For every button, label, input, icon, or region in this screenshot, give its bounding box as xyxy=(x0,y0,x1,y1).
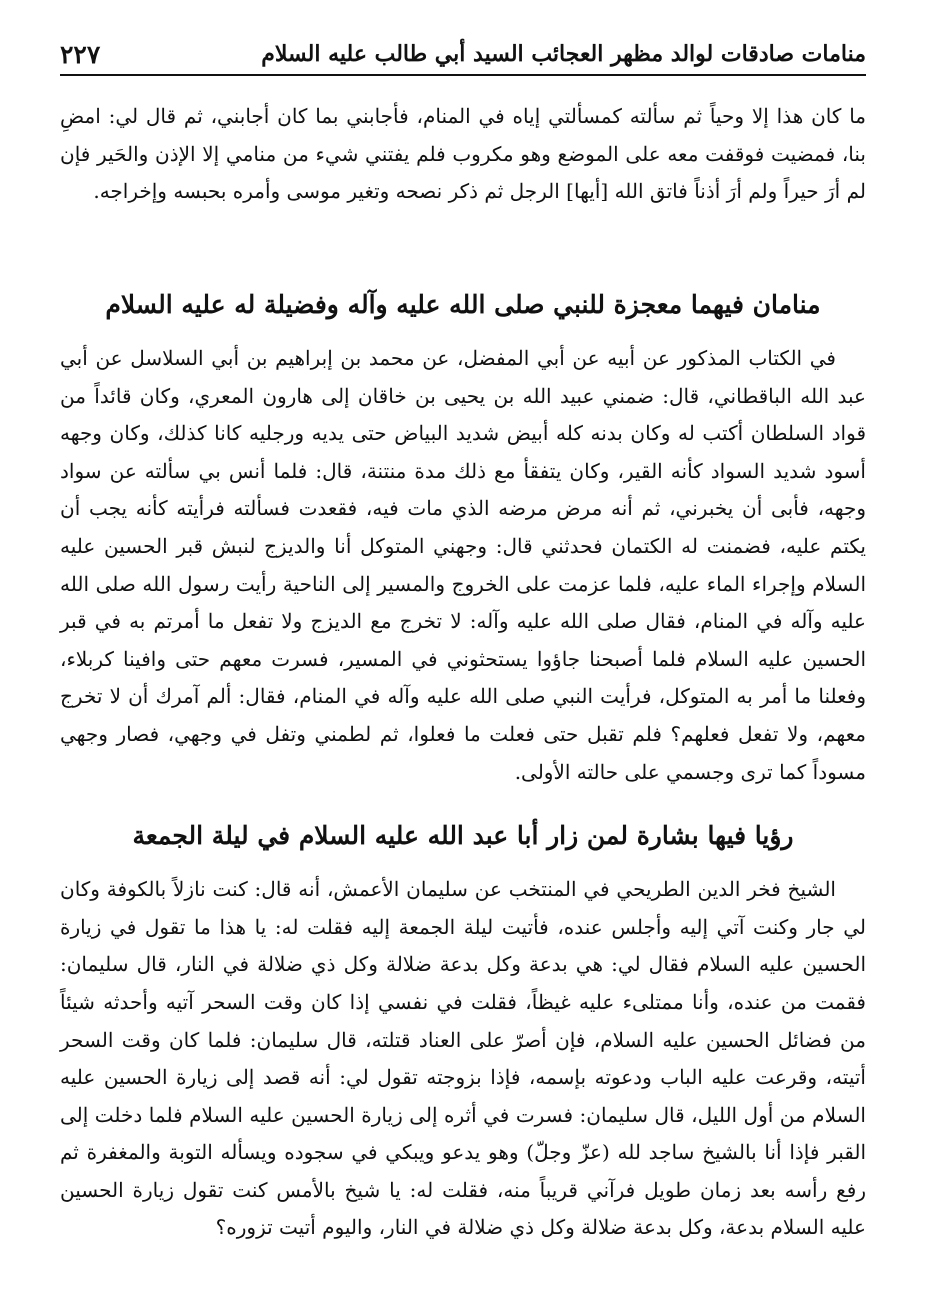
running-title: منامات صادقات لوالد مظهر العجائب السيد أبي طالب عليه السلام xyxy=(261,41,866,67)
paragraph-1: ما كان هذا إلا وحياً ثم سألته كمسألتي إياه في المنام، فأجابني بما كان أجابني، ثم قال لي: امضِ بنا، فمضيت فوقفت معه على الموضع وهو مكروب فلم يفتني شيء من منامي إلا الإذن والحَير فإن لم أرَ حيراً ولم أرَ أذناً فاتق الله [أيها] الرجل ثم ذكر نصحه وتغير موسى وأمره بحبسه وإخراجه. xyxy=(60,104,866,204)
section-heading-2: رؤيا فيها بشارة لمن زار أبا عبد الله عليه السلام في ليلة الجمعة xyxy=(132,821,794,851)
paragraph-2: في الكتاب المذكور عن أبيه عن أبي المفضل، عن محمد بن إبراهيم بن أبي السلاسل عن أبي عبد الله الباقطاني، قال: ضمني عبيد الله بن يحيى بن خاقان إلى هارون المعري، وكان قائداً من قواد السلطان أكتب له وكان بدنه كله أبيض شديد البياض حتى يديه ورجليه كانا كذلك، وكان وجهه أسود شديد السواد كأنه القير، وكان يتفقأ مع ذلك مدة منتنة، قال: فلما أنس بي سألته عن سواد وجهه، فأبى أن يخبرني، ثم أنه مرض مرضه الذي مات فيه، فقعدت فسألته فرأيته كأنه يجب أن يكتم عليه، فضمنت له الكتمان فحدثني قال: وجهني المتوكل أنا والديزج لنبش قبر الحسين عليه السلام وإجراء الماء عليه، فلما عزمت على الخروج والمسير إلى الناحية رأيت رسول الله صلى الله عليه وآله في المنام، فقال صلى الله عليه وآله: لا تخرج مع الديزج ولا تفعل ما أمرتم به في قبر الحسين عليه السلام فلما أصبحنا جاؤوا يستحثوني في المسير، فسرت معهم حتى وافينا كربلاء، وفعلنا ما أمر به المتوكل، فرأيت النبي صلى الله عليه وآله في المنام، فقال: ألم آمرك أن لا تخرج معهم، ولا تفعل فعلهم؟ فلم تقبل حتى فعلت ما فعلوا، ثم لطمني وتفل في وجهي، فصار وجهي مسوداً كما ترى وجسمي على حالته الأولى. xyxy=(60,346,867,784)
page-number: ٢٢٧ xyxy=(60,39,101,69)
section-heading-1: منامان فيهما معجزة للنبي صلى الله عليه وآله وفضيلة له عليه السلام xyxy=(105,290,821,319)
page-header xyxy=(60,34,866,76)
paragraph-3: الشيخ فخر الدين الطريحي في المنتخب عن سليمان الأعمش، أنه قال: كنت نازلاً بالكوفة وكان لي جار وكنت آتي إليه وأجلس عنده، فأتيت ليلة الجمعة إليه فقلت له: يا هذا ما تقول في زيارة الحسين عليه السلام فقال لي: هي بدعة وكل بدعة ضلالة وكل ذي ضلالة في النار، قال سليمان: فقمت من عنده، وأنا ممتلىء عليه غيظاً، فقلت في نفسي إذا كان وقت السحر آتيه وأحدثه شيئاً من فضائل الحسين عليه السلام، فإن أصرّ على العناد قتلته، قال سليمان: فلما كان وقت السحر أتيته، وقرعت عليه الباب ودعوته بإسمه، فإذا بزوجته تقول لي: أنه قصد إلى زيارة الحسين عليه السلام من أول الليل، قال سليمان: فسرت في أثره إلى زيارة الحسين عليه السلام فلما دخلت إلى القبر فإذا أنا بالشيخ ساجد لله (عزّ وجلّ) وهو يدعو ويبكي في سجوده ويسأله التوبة والمغفرة ثم رفع رأسه بعد زمان طويل فرآني قريباً منه، فقلت له: يا شيخ بالأمس كنت تقول زيارة الحسين عليه السلام بدعة، وكل بدعة ضلالة وكل ذي ضلالة في النار، واليوم أتيت تزوره؟ xyxy=(60,877,866,1240)
page-content xyxy=(60,98,866,1247)
